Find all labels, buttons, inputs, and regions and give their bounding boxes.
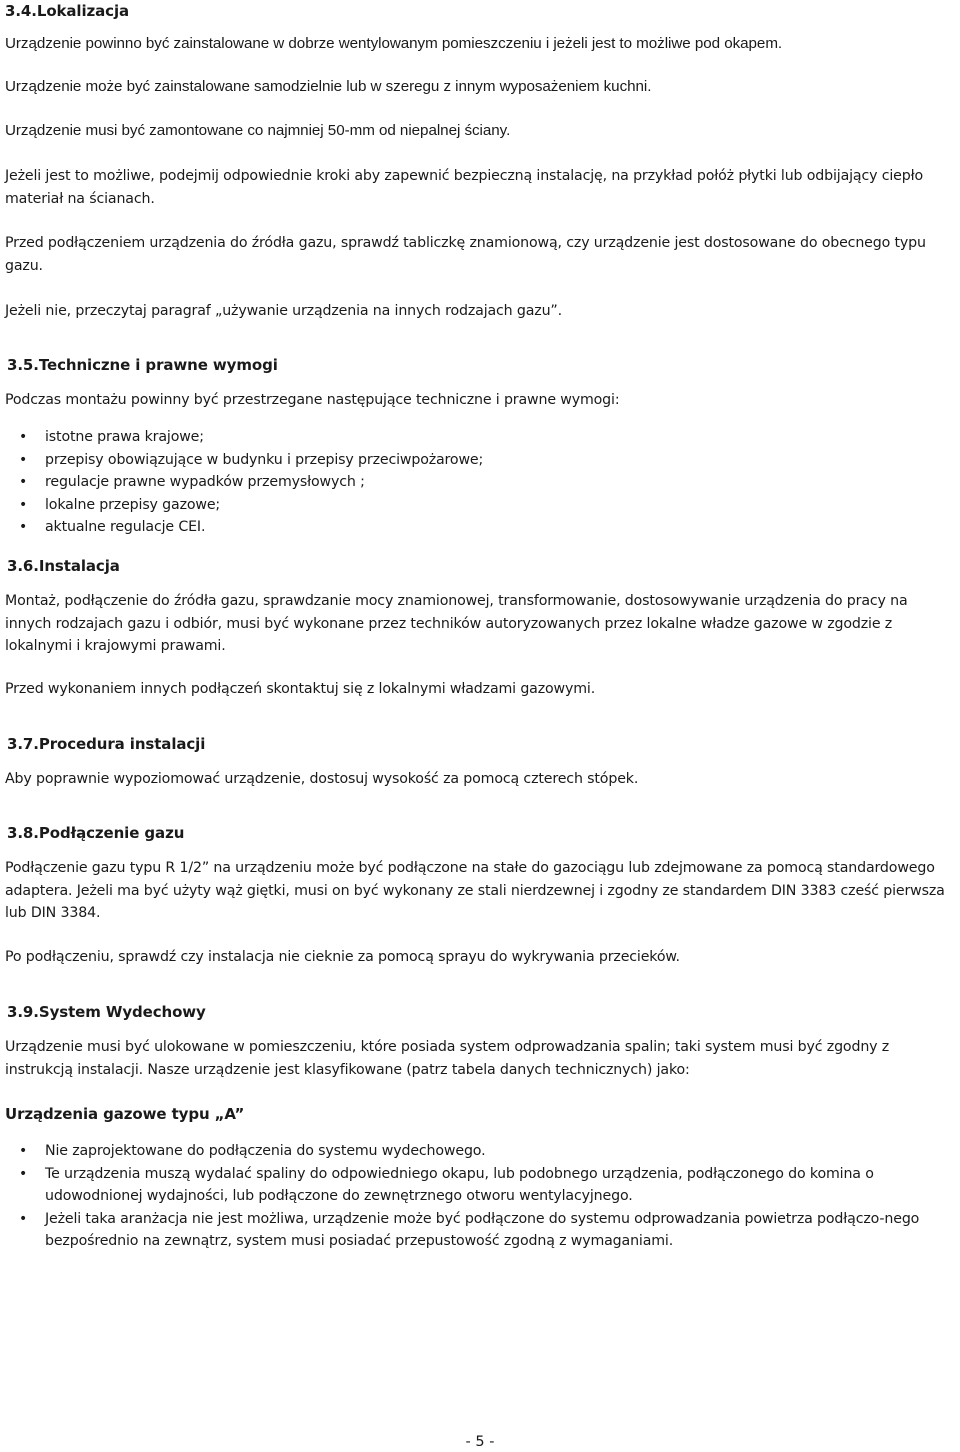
paragraph: Urządzenie musi być ulokowane w pomieszczeniu, które posiada system odprowadzania spalin; taki system musi być zgodny z instrukcją instalacji. Nasze urządzenie jest klasyfikowane (patrz tabela danych technicznych) jako: — [5, 1039, 890, 1078]
paragraph: Po podłączeniu, sprawdź czy instalacja nie cieknie za pomocą sprayu do wykrywania przecieków. — [5, 949, 680, 965]
bullet-icon: • — [19, 451, 28, 468]
bullet-icon: • — [19, 474, 28, 490]
list-item: • Nie zaprojektowane do podłączenia do systemu wydechowego. — [5, 1140, 958, 1163]
heading-procedura: 3.7.Procedura instalacji — [7, 735, 206, 753]
list-item: • lokalne przepisy gazowe; — [5, 494, 958, 517]
list-item: • istotne prawa krajowe; — [5, 426, 958, 449]
paragraph: Aby poprawnie wypoziomować urządzenie, dostosuj wysokość za pomocą czterech stópek. — [5, 771, 639, 787]
list-item: • przepisy obowiązujące w budynku i przepisy przeciwpożarowe; — [5, 449, 958, 472]
paragraph: Jeżeli nie, przeczytaj paragraf „używanie urządzenia na innych rodzajach gazu”. — [5, 303, 562, 319]
list-item: • aktualne regulacje CEI. — [5, 516, 958, 539]
heading-lokalizacja: 3.4.Lokalizacja — [5, 2, 130, 20]
list-item: • regulacje prawne wypadków przemysłowych ; — [5, 471, 958, 494]
paragraph: Urządzenie musi być zamontowane co najmniej 50-mm od niepalnej ściany. — [5, 122, 511, 139]
paragraph: Przed wykonaniem innych podłączeń skontaktuj się z lokalnymi władzami gazowymi. — [5, 681, 596, 697]
subheading-typ-a: Urządzenia gazowe typu „A” — [5, 1105, 245, 1123]
paragraph: Urządzenie może być zainstalowane samodzielnie lub w szeregu z innym wyposażeniem kuchni. — [5, 78, 652, 95]
bullet-icon: • — [19, 1210, 28, 1227]
requirements-list — [5, 426, 958, 539]
paragraph: Montaż, podłączenie do źródła gazu, sprawdzanie mocy znamionowej, transformowanie, dostosowywanie urządzenia do pracy na innych rodzajach gazu i odbiór, musi być wykonane przez techników autoryzowanych przez lokalne władze gazowe w zgodzie z lokalnymi i krajowymi prawami. — [5, 593, 908, 654]
bullet-icon: • — [19, 1143, 28, 1159]
heading-wymogi: 3.5.Techniczne i prawne wymogi — [7, 356, 278, 374]
heading-system-wydechowy: 3.9.System Wydechowy — [7, 1003, 206, 1021]
paragraph: Jeżeli jest to możliwe, podejmij odpowiednie kroki aby zapewnić bezpieczną instalację, na przykład połóż płytki lub odbijający ciepło materiał na ścianach. — [5, 168, 924, 207]
paragraph: Podczas montażu powinny być przestrzegane następujące techniczne i prawne wymogi: — [5, 392, 620, 408]
paragraph: Urządzenie powinno być zainstalowane w dobrze wentylowanym pomieszczeniu i jeżeli jest to możliwe pod okapem. — [5, 35, 783, 52]
paragraph: Podłączenie gazu typu R 1/2” na urządzeniu może być podłączone na stałe do gazociągu lub zdejmowane za pomocą standardowego adaptera. Jeżeli ma być użyty wąż giętki, musi on być wykonany ze stali nierdzewnej i zgodny ze standardem DIN 3383 cześć pierwsza lub DIN 3384. — [5, 860, 945, 921]
heading-podlaczenie-gazu: 3.8.Podłączenie gazu — [7, 824, 185, 842]
list-item: • Te urządzenia muszą wydalać spaliny do odpowiedniego okapu, lub podobnego urządzenia, podłączonego do komina o udowodnionej wydajności, lub podłączone do zewnętrznego otworu wentylacyjnego. — [5, 1163, 958, 1208]
bullet-icon: • — [19, 429, 28, 445]
type-a-list — [5, 1140, 958, 1253]
page-number: - 5 - — [465, 1434, 495, 1450]
list-item: • Jeżeli taka aranżacja nie jest możliwa, urządzenie może być podłączone do systemu odprowadzania powietrza podłączo-nego bezpośrednio na zewnątrz, system musi posiadać przepustowość zgodną z wymaganiami. — [5, 1208, 958, 1253]
heading-instalacja: 3.6.Instalacja — [7, 557, 120, 575]
bullet-icon: • — [19, 1165, 28, 1182]
bullet-icon: • — [19, 519, 28, 535]
bullet-icon: • — [19, 496, 28, 513]
paragraph: Przed podłączeniem urządzenia do źródła gazu, sprawdź tabliczkę znamionową, czy urządzenie jest dostosowane do obecnego typu gazu. — [5, 235, 926, 274]
